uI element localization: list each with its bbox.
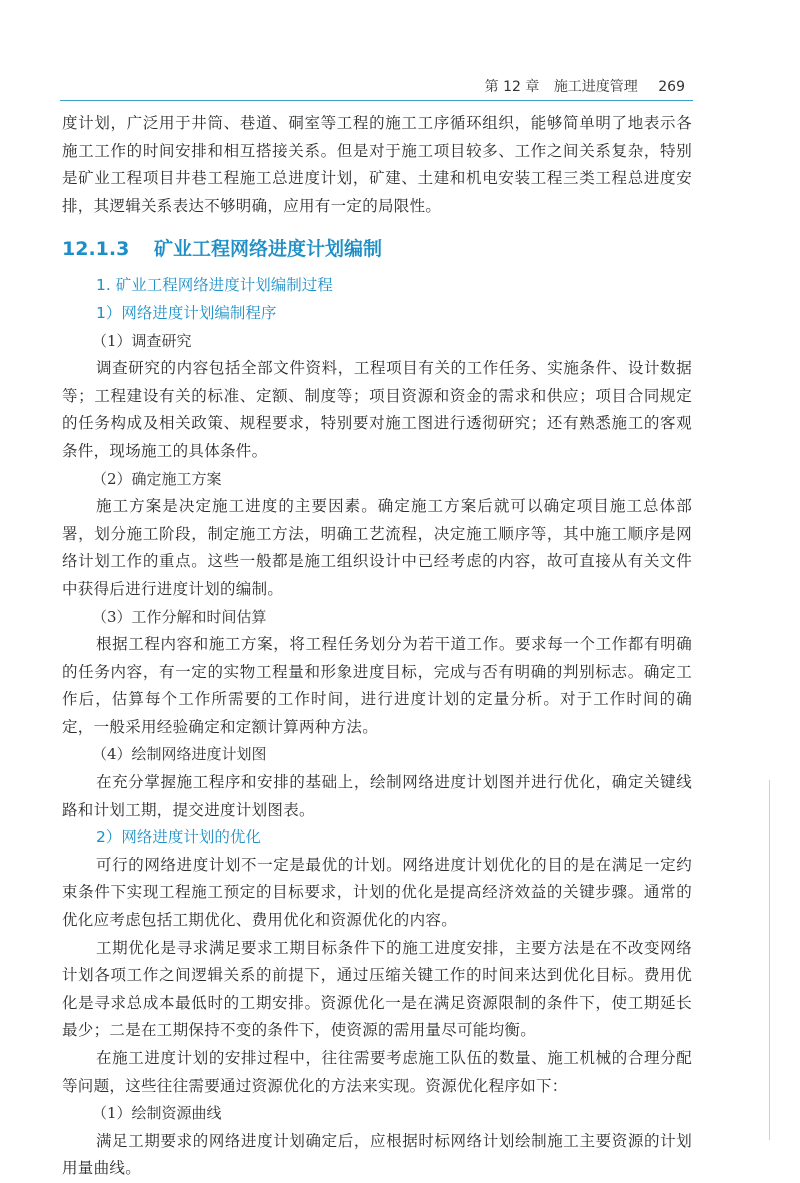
header-section-title: 施工进度管理 <box>553 79 638 95</box>
step-heading-4: （4）绘制网络进度计划图 <box>92 745 267 764</box>
resource-step-text-1: 满足工期要求的网络进度计划确定后，应根据时标网络计划绘制施工主要资源的计划用量曲线。 <box>62 1131 692 1178</box>
optimization-paragraph-3: 在施工进度计划的安排过程中，往往需要考虑施工队伍的数量、施工机械的合理分配等问题，这些往往需要通过资源优化的方法来实现。资源优化程序如下： <box>62 1049 692 1095</box>
section-number: 12.1.3 <box>62 238 130 261</box>
page-body <box>62 110 692 1183</box>
step-text-1: 调查研究的内容包括全部文件资料，工程项目有关的工作任务、实施条件、设计数据等；工程建设有关的标准、定额、制度等；项目资源和资金的需求和供应；项目合同规定的任务构成及相关政策、规程要求，特别要对施工图进行透彻研究；还有熟悉施工的客观条件，现场施工的具体条件。 <box>62 359 692 460</box>
page-edge-shadow <box>769 780 770 1140</box>
optimization-paragraph-1: 可行的网络进度计划不一定是最优的计划。网络进度计划优化的目的是在满足一定约束条件下实现工程施工预定的目标要求，计划的优化是提高经济效益的关键步骤。通常的优化应考虑包括工期优化、费用优化和资源优化的内容。 <box>62 855 692 930</box>
step-text-4: 在充分掌握施工程序和安排的基础上，绘制网络进度计划图并进行优化，确定关键线路和计划工期，提交进度计划图表。 <box>62 773 692 819</box>
optimization-paragraph-2: 工期优化是寻求满足要求工期目标条件下的施工进度安排，主要方法是在不改变网络计划各项工作之间逻辑关系的前提下，通过压缩关键工作的时间来达到优化目标。费用优化是寻求总成本最低时的工期安排。资源优化一是在满足资源限制的条件下，使工期延长最少；二是在工期保持不变的条件下，使资源的需用量尽可能均衡。 <box>62 938 692 1040</box>
step-heading-2: （2）确定施工方案 <box>92 469 222 488</box>
section-title: 矿业工程网络进度计划编制 <box>153 238 382 261</box>
running-header <box>60 68 693 101</box>
subheading-1-1: 1）网络进度计划编制程序 <box>96 303 277 322</box>
header-text <box>485 76 685 96</box>
subheading-1-2: 2）网络进度计划的优化 <box>96 828 261 847</box>
step-text-2: 施工方案是决定施工进度的主要因素。确定施工方案后就可以确定项目施工总体部署，划分施工阶段，制定施工方法，明确工艺流程，决定施工顺序等，其中施工顺序是网络计划工作的重点。这些一般都是施工组织设计中已经考虑的内容，故可直接从有关文件中获得后进行进度计划的编制。 <box>62 497 692 598</box>
step-heading-1: （1）调查研究 <box>92 331 192 350</box>
resource-step-heading-1: （1）绘制资源曲线 <box>92 1104 222 1123</box>
step-heading-3: （3）工作分解和时间估算 <box>92 607 267 626</box>
header-chapter: 第 12 章 <box>484 79 540 95</box>
section-heading <box>62 234 692 264</box>
step-text-3: 根据工程内容和施工方案，将工程任务划分为若干道工作。要求每一个工作都有明确的任务内容，有一定的实物工程量和形象进度目标，完成与否有明确的判别标志。确定工作后，估算每个工作所需要的工作时间，进行进度计划的定量分析。对于工作时间的确定，一般采用经验确定和定额计算两种方法。 <box>62 635 692 736</box>
subheading-1: 1. 矿业工程网络进度计划编制过程 <box>96 276 333 295</box>
intro-paragraph: 度计划，广泛用于井筒、巷道、硐室等工程的施工工序循环组织，能够简单明了地表示各施工工作的时间安排和相互搭接关系。但是对于施工项目较多、工作之间关系复杂，特别是矿业工程项目井巷工程施工总进度计划，矿建、土建和机电安装工程三类工程总进度安排，其逻辑关系表达不够明确，应用有一定的局限性。 <box>62 114 692 215</box>
page-number: 269 <box>658 79 685 95</box>
